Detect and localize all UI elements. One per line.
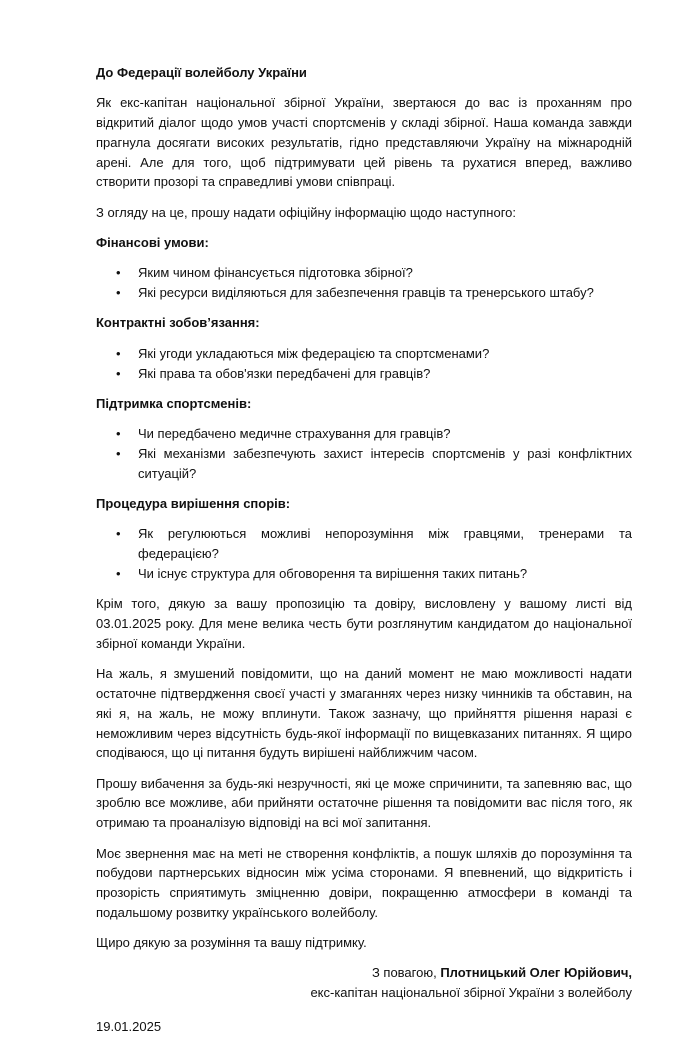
bullet-icon: • [116, 345, 121, 361]
signature-line [96, 963, 632, 983]
section-title-financial: Фінансові умови: [96, 235, 209, 251]
signature-closing: З повагою, [371, 965, 441, 981]
list-item [96, 564, 632, 584]
financial-questions-list [96, 263, 632, 303]
list-item-text: Які права та обов'язки передбачені для гравців? [138, 365, 431, 381]
list-item-text: Які ресурси виділяються для забезпечення гравців та тренерського штабу? [138, 285, 594, 301]
list-item [96, 444, 632, 484]
section-title-contract: Контрактні зобов’язання: [96, 315, 260, 331]
list-item-text: Чи передбачено медичне страхування для гравців? [138, 426, 451, 442]
gratitude-paragraph: Крім того, дякую за вашу пропозицію та довіру, висловлену у вашому листі від 03.01.2025 року. Для мене велика честь бути розглянутим кандидатом до національної збірної команди України. [96, 596, 632, 651]
addressee-heading: До Федерації волейболу України [96, 65, 307, 80]
bullet-icon: • [116, 526, 121, 542]
intro-paragraph: Як екс-капітан національної збірної України, звертаюся до вас із проханням про відкритий діалог щодо умов участі спортсменів у складі збірної. Наша команда завжди прагнула досягати високих результатів, гідно представляючи Україну на міжнародній арені. Але для того, щоб підтримувати цей рівень та рухатися вперед, важливо створити прозорі та справедливі умови співпраці. [96, 95, 632, 190]
decision-paragraph: На жаль, я змушений повідомити, що на даний момент не маю можливості надати остаточне підтвердження своєї участі у змаганнях через низку чинників та обставин, на які я, на жаль, не можу вплинути. Також зазначу, що прийняття рішення наразі є неможливим через відсутність будь-якої інформації по вищевказаних питаннях. Я щиро сподіваюся, що ці питання будуть вирішені найближчим часом. [96, 666, 632, 761]
section-title-athlete-support: Підтримка спортсменів: [96, 395, 252, 411]
dispute-questions-list [96, 524, 632, 583]
section-title-dispute-resolution: Процедура вирішення спорів: [96, 496, 291, 512]
list-item-text: Які механізми забезпечують захист інтересів спортсменів у разі конфліктних ситуацій? [138, 445, 632, 481]
bullet-icon: • [116, 565, 121, 581]
list-item-text: Чи існує структура для обговорення та вирішення таких питань? [138, 565, 528, 581]
list-item [96, 364, 632, 384]
signature-name: Плотницький Олег Юрійович, [440, 965, 632, 981]
list-item [96, 524, 632, 564]
list-item [96, 424, 632, 444]
contract-questions-list [96, 344, 632, 384]
letter-date: 19.01.2025 [96, 1019, 162, 1035]
bullet-icon: • [116, 265, 121, 281]
signature-block [96, 963, 632, 1003]
signature-title: екс-капітан національної збірної України з волейболу [310, 985, 632, 1001]
bullet-icon: • [116, 426, 121, 442]
list-item-text: Які угоди укладаються між федерацією та спортсменами? [138, 345, 490, 361]
bullet-icon: • [116, 365, 121, 381]
apology-paragraph: Прошу вибачення за будь-які незручності, які це може спричинити, та запевняю вас, що зроблю все можливе, аби прийняти остаточне рішення та повідомити вас після того, як отримаю та проаналізую відповіді на всі мої запитання. [96, 775, 632, 831]
bullet-icon: • [116, 445, 121, 461]
list-item [96, 283, 632, 303]
list-item [96, 263, 632, 283]
thanks-paragraph: Щиро дякую за розуміння та вашу підтримку. [96, 935, 367, 951]
bullet-icon: • [116, 285, 121, 301]
letter-body [96, 63, 632, 1037]
request-lead: З огляду на це, прошу надати офіційну інформацію щодо наступного: [96, 204, 517, 220]
list-item-text: Яким чином фінансується підготовка збірної? [138, 265, 413, 281]
purpose-paragraph: Моє звернення має на меті не створення конфліктів, а пошук шляхів до порозуміння та побудови партнерських відносин між усіма сторонами. Я впевнений, що відкритість і прозорість сприятимуть зміцненню довіри, покращенню атмосфери в команді та подальшому розвитку українського волейболу. [96, 845, 632, 920]
list-item [96, 344, 632, 364]
list-item-text: Як регулюються можливі непорозуміння між гравцями, тренерами та федерацією? [138, 526, 632, 562]
support-questions-list [96, 424, 632, 483]
